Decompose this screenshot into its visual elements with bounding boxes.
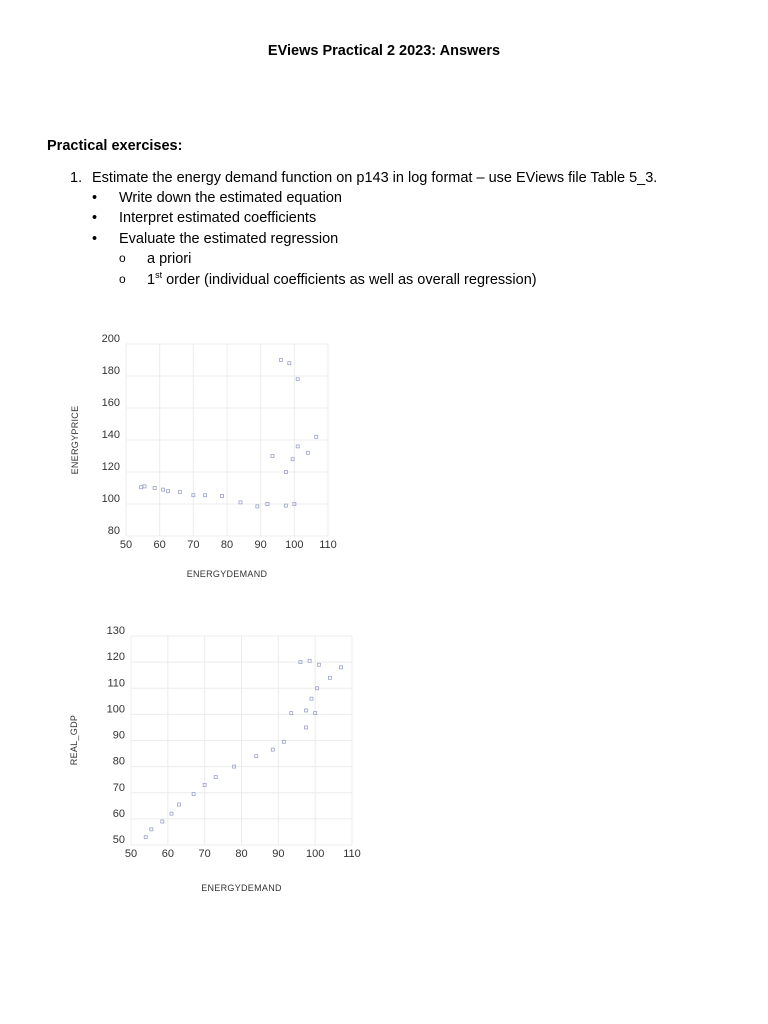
chart2-y-tick-label: 50 [112, 834, 125, 846]
chart1-data-point [293, 503, 296, 506]
chart2-y-tick-label: 80 [112, 755, 125, 768]
chart1-y-tick-label: 80 [107, 525, 120, 537]
sub-bullet-marker: o [119, 251, 126, 265]
chart1-data-point [256, 505, 259, 508]
sub-bullet-marker: o [119, 272, 126, 286]
chart2-y-axis-label: REAL_GDP [69, 714, 79, 766]
chart2-data-point [339, 666, 342, 669]
chart1-data-point [284, 471, 287, 474]
chart1-data-point [220, 495, 223, 498]
chart1-x-tick-label: 70 [187, 539, 200, 551]
chart1-y-axis-label: ENERGYPRICE [70, 405, 80, 475]
chart1-data-point [296, 378, 299, 381]
chart2-data-point [271, 748, 274, 751]
bullet-icon: • [92, 231, 98, 247]
chart1-data-point [288, 362, 291, 365]
chart2-data-point [161, 820, 164, 823]
bullet-icon: • [92, 190, 98, 206]
chart2-data-point [304, 726, 307, 729]
chart1-data-point [271, 455, 274, 458]
chart1-data-point [167, 490, 170, 493]
chart2-data-point [299, 661, 302, 664]
bullet-item: Write down the estimated equation [119, 190, 343, 206]
list-number: 1. [70, 170, 83, 186]
chart2-data-point [233, 765, 236, 768]
chart1-data-point [143, 485, 146, 488]
chart2-data-point [177, 803, 180, 806]
chart1-data-point [291, 458, 294, 461]
chart2-y-tick-label: 130 [106, 625, 125, 637]
chart2-data-point [317, 663, 320, 666]
chart2-data-point [308, 659, 311, 662]
chart2-data-point [255, 755, 258, 758]
chart2-x-tick-label: 60 [161, 848, 174, 860]
chart1-data-point [192, 494, 195, 497]
chart2-data-point [203, 783, 206, 786]
chart1-x-tick-label: 50 [119, 539, 133, 551]
chart2-data-point [282, 740, 285, 743]
chart2-x-tick-label: 50 [124, 848, 138, 860]
chart1-y-tick-label: 200 [101, 333, 120, 345]
chart1-x-axis-label: ENERGYDEMAND [186, 569, 268, 579]
sub-bullet-text: order (individual coefficients as well as overall regression) [162, 272, 537, 288]
bullet-icon: • [92, 210, 98, 226]
chart1-x-tick-label: 90 [254, 539, 267, 551]
sub-bullet-item [147, 272, 537, 288]
chart1-data-point [306, 451, 309, 454]
chart1-data-point [279, 359, 282, 362]
chart2-x-tick-label: 110 [343, 848, 361, 860]
chart2-x-axis-label: ENERGYDEMAND [201, 883, 282, 893]
chart1-data-point [204, 494, 207, 497]
chart1-x-tick-label: 80 [220, 539, 234, 551]
chart1-x-tick-label: 110 [319, 539, 337, 551]
chart2-x-tick-label: 90 [272, 848, 285, 860]
chart2-data-point [144, 836, 147, 839]
document-title: EViews Practical 2 2023: Answers [267, 43, 501, 59]
chart2-data-point [310, 697, 313, 700]
sub-bullet-item: a priori [147, 251, 192, 267]
chart2-data-point [314, 712, 317, 715]
chart1-y-tick-label: 140 [101, 429, 120, 441]
chart2-data-point [170, 812, 173, 815]
chart1-y-tick-label: 120 [101, 461, 120, 473]
chart2-data-point [304, 709, 307, 712]
chart2-data-point [214, 776, 217, 779]
chart2-data-point [316, 687, 319, 690]
chart1-x-tick-label: 60 [153, 539, 166, 551]
chart1-data-point [178, 491, 181, 494]
chart2-y-tick-label: 100 [106, 703, 125, 716]
chart1-data-point [140, 486, 143, 489]
chart2-data-point [328, 676, 331, 679]
ordinal-number: 1 [147, 272, 156, 288]
chart1-data-point [284, 504, 287, 507]
section-heading: Practical exercises: [47, 138, 183, 154]
chart2-data-point [192, 793, 195, 796]
chart2-y-tick-label: 60 [112, 807, 125, 820]
chart2-y-tick-label: 90 [112, 729, 125, 742]
bullet-item: Interpret estimated coefficients [119, 210, 317, 226]
chart1-x-tick-label: 100 [285, 539, 304, 551]
chart2-y-tick-label: 110 [107, 677, 125, 690]
bullet-item: Evaluate the estimated regression [119, 231, 339, 247]
chart2-x-tick-label: 70 [198, 848, 211, 860]
list-item-text: Estimate the energy demand function on p143 in log format – use EViews file Table 5_3. [92, 170, 658, 186]
chart1-data-point [266, 503, 269, 506]
chart2-y-tick-label: 70 [112, 781, 125, 794]
chart1-data-point [153, 487, 156, 490]
ordinal-superscript: st [155, 270, 163, 281]
chart1-data-point [162, 488, 165, 491]
chart1-y-tick-label: 180 [101, 365, 120, 377]
chart1-data-point [315, 435, 318, 438]
chart2-y-tick-label: 120 [106, 651, 125, 664]
chart2-x-tick-label: 80 [235, 848, 248, 860]
chart1-y-tick-label: 100 [101, 493, 120, 505]
chart2-data-point [290, 712, 293, 715]
chart1-data-point [296, 445, 299, 448]
chart2-data-point [150, 828, 153, 831]
chart2-x-tick-label: 100 [305, 848, 325, 860]
chart1-data-point [239, 501, 242, 504]
chart1-y-tick-label: 160 [101, 397, 120, 409]
